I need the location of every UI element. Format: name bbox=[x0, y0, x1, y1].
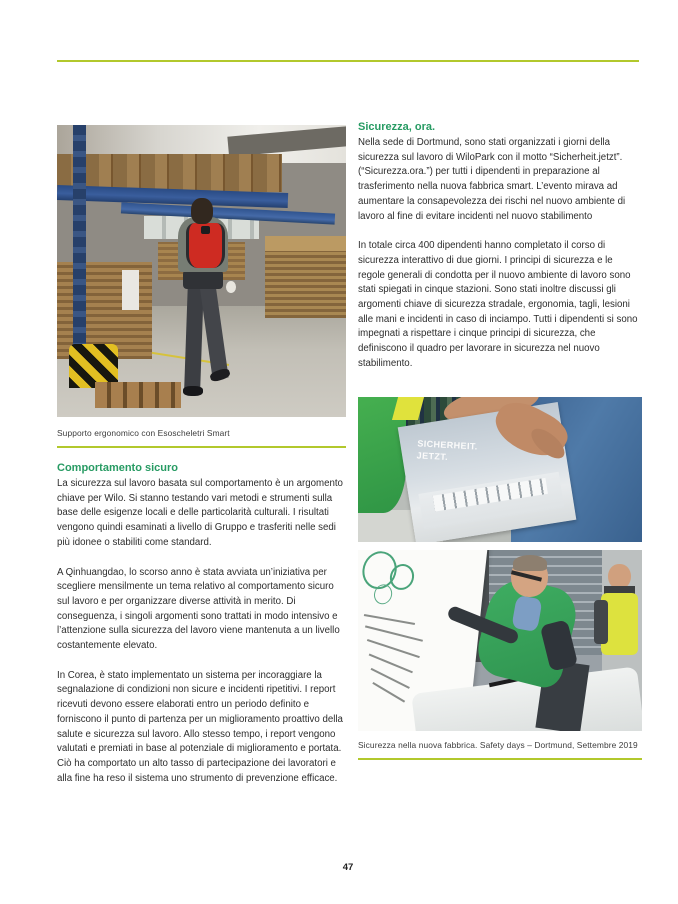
paragraph: A Qinhuangdao, lo scorso anno è stata avviata un’iniziativa per scegliere mensilmente un tema relativo al comportamento sicuro sul lavoro e per organizzare diverse attività in merito. Di conseguenza, i singoli argomenti sono trattati in modo intensivo e l’attenzione sulla sicurezza del lavoro viene mantenuta a un livello costantemente elevato. bbox=[57, 566, 340, 652]
photo-caption-exoskeleton: Supporto ergonomico con Esoscheletri Smart bbox=[57, 428, 230, 438]
paragraph: In totale circa 400 dipendenti hanno completato il corso di sicurezza interattivo di due giorni. I principi di sicurezza e le regole generali di condotta per il nuovo ambiente di lavoro sono stati spiegati in cinque stazioni. Sono stati inoltre discussi gli argomenti chiave di sicurezza stradale, ergonomia, tagli, lesioni alle mani e incidenti in caso di inciampo. Tutti i dipendenti si sono impegnati a rispettare i cinque principi di sicurezza, che definiscono il quadro per lavorare in sicurezza nel nuovo stabilimento. bbox=[358, 240, 638, 369]
handwriting-line bbox=[368, 639, 421, 658]
photo-caption-safety-days: Sicurezza nella nuova fabbrica. Safety days – Dortmund, Settembre 2019 bbox=[358, 739, 638, 750]
handwriting-line bbox=[364, 613, 415, 623]
section-heading-comportamento: Comportamento sicuro bbox=[57, 462, 179, 474]
right-column bbox=[358, 121, 642, 760]
exoskeleton-backpack bbox=[186, 223, 225, 268]
safety-card-photo bbox=[358, 397, 642, 542]
worker-hips bbox=[183, 270, 223, 289]
top-divider-rule bbox=[57, 60, 639, 62]
stack-label bbox=[122, 270, 139, 310]
green-sketch-circle bbox=[373, 584, 393, 605]
green-sketch-circle bbox=[389, 564, 416, 591]
caption-rule bbox=[358, 758, 642, 760]
paragraph: Nella sede di Dortmund, sono stati organizzati i giorni della sicurezza sul lavoro di WiloPark con il motto “Sicherheit.jetzt”. (“Sicurezza.ora.”) per tutti i dipendenti in preparazione al trasferimento nella nuova fabbrica smart. L’evento mirava ad aumentare la consapevolezza dei rischi nel nuovo ambiente di lavoro al fine di evitare incidenti nel nuovo stabilimento bbox=[358, 137, 626, 222]
card-title-line2: JETZT. bbox=[416, 450, 449, 463]
whiteboard-signing-photo bbox=[358, 550, 642, 731]
left-column bbox=[57, 125, 346, 786]
handwriting-line bbox=[366, 626, 424, 642]
page-number: 47 bbox=[342, 862, 354, 873]
warehouse-exoskeleton-photo bbox=[57, 125, 346, 417]
card-building-render bbox=[418, 472, 564, 529]
signing-man-hair bbox=[513, 555, 547, 571]
rack-post bbox=[73, 125, 86, 359]
caption-rule bbox=[57, 446, 346, 448]
section-heading-sicurezza-ora: Sicurezza, ora. bbox=[358, 121, 436, 133]
worker-head bbox=[191, 198, 213, 224]
handwriting-line bbox=[373, 682, 406, 702]
background-person-sleeve bbox=[594, 600, 608, 643]
worker-shoe bbox=[183, 386, 203, 396]
worker-glove bbox=[226, 281, 236, 293]
card-title-line1: SICHERHEIT. bbox=[416, 438, 478, 452]
paragraph: La sicurezza sul lavoro basata sul comportamento è un argomento chiave per Wilo. Si stanno testando vari metodi e strumenti sulla base delle esigenze locali e delle particolarità culturali. I risultati vengono quindi esaminati a livello di Gruppo e trasferiti nelle sedi più idonee o stabiliti come standard. bbox=[57, 478, 343, 548]
card-title-text bbox=[416, 437, 478, 464]
paragraph: In Corea, è stato implementato un sistema per incoraggiare la segnalazione di condizioni non sicure e incidenti ripetitivi. I report ricevuti devono essere elaborati entro un periodo definito e forniscono il punto di partenza per un miglioramento proattivo della salute e sicurezza sul lavoro. Allo stesso tempo, i report vengono valutati e premiati in base al potenziale di miglioramento e portata. Ciò ha comportato un alto tasso di partecipazione dei lavoratori e alla fine ha reso il sistema uno strumento di prevenzione efficace. bbox=[57, 669, 343, 784]
cardboard-stack-right bbox=[265, 236, 346, 318]
wood-pallet bbox=[95, 382, 182, 408]
